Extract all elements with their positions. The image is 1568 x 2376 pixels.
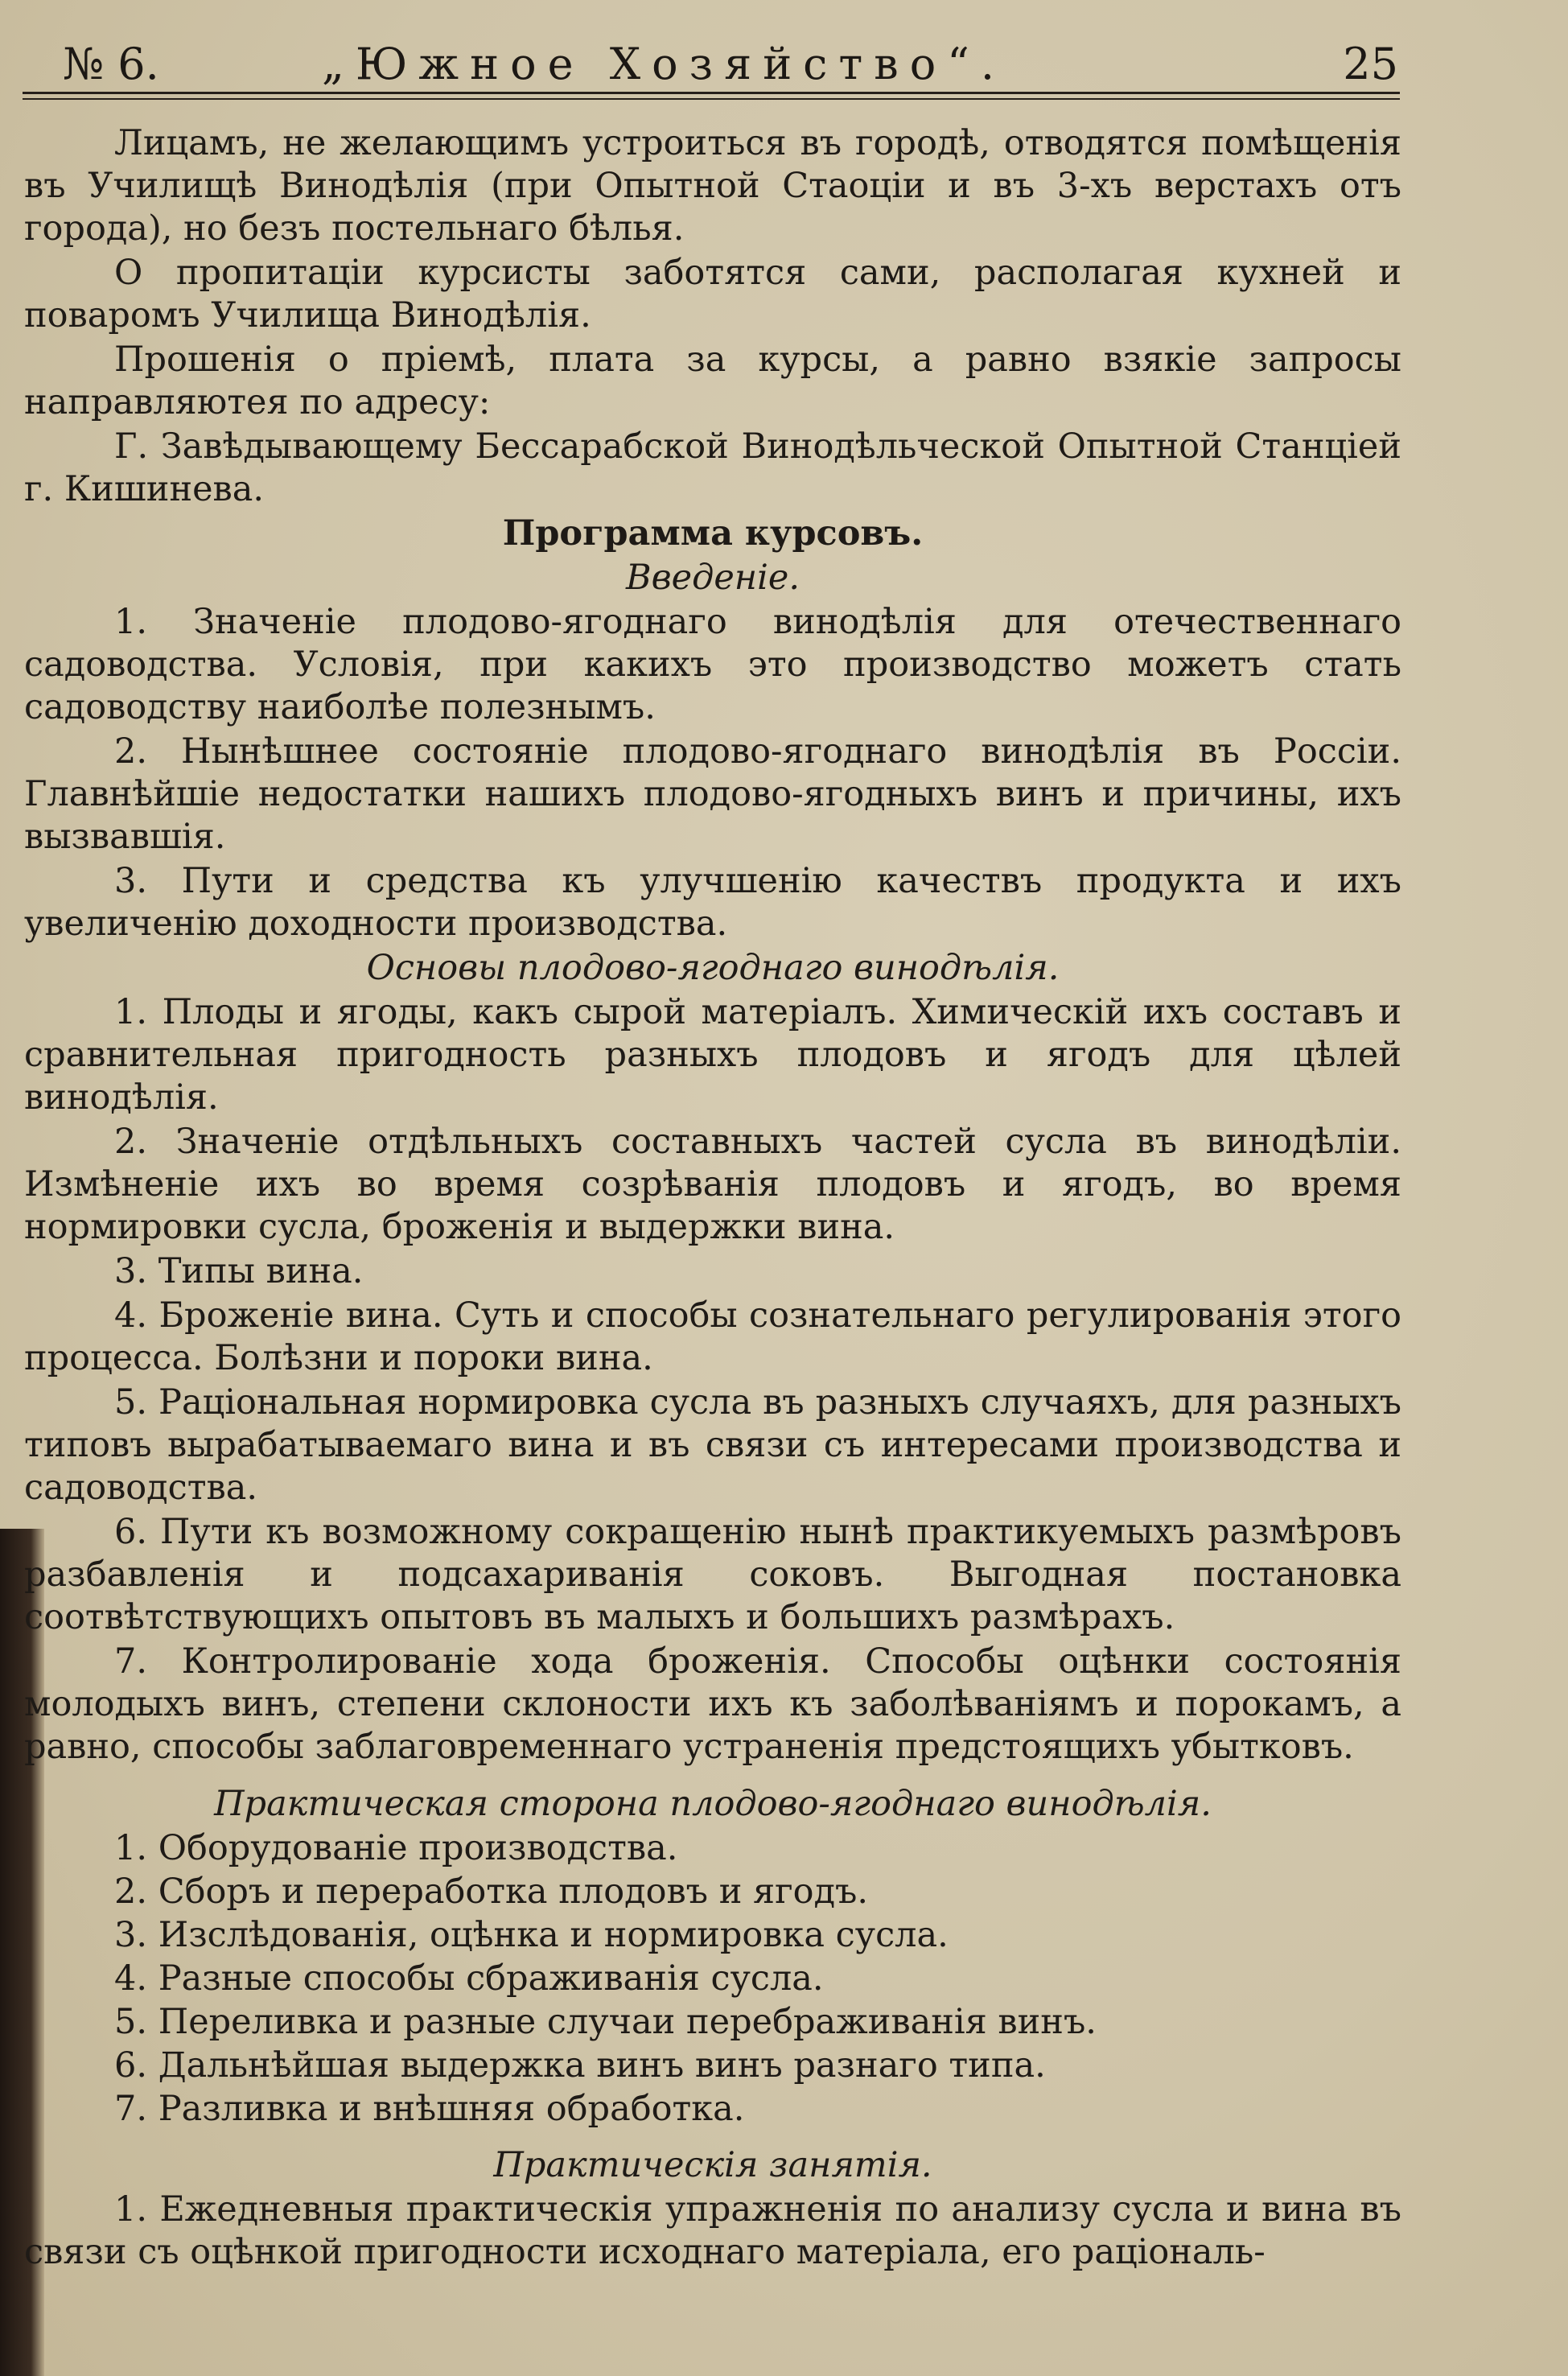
list-item: 6. Пути къ возможному сокращенію нынѣ практикуемыхъ размѣровъ разбавленія и подсахариванія соковъ. Выгодная постановка соотвѣтствующихъ опытовъ въ малыхъ и большихъ размѣрахъ.: [24, 1512, 1401, 1637]
list-item: 2. Значеніе отдѣльныхъ составныхъ частей сусла въ винодѣліи. Измѣненіе ихъ во время созрѣванія плодовъ и ягодъ, во время нормировки сусла, броженія и выдержки вина.: [24, 1122, 1401, 1247]
header-rule-bottom: [23, 98, 1400, 100]
running-header: [63, 39, 1398, 90]
list-item: 7. Контролированіе хода броженія. Способы оцѣнки состоянія молодыхъ винъ, степени склоности ихъ къ заболѣваніямъ и порокамъ, а равно, способы заблаговременнаго устраненія предстоящихъ убытковъ.: [24, 1641, 1401, 1767]
section-heading-introduction: Введеніе.: [626, 558, 800, 598]
page-number: 25: [1343, 39, 1398, 89]
practical-side-list: [24, 1827, 1401, 2131]
list-item: 3. Пути и средства къ улучшенію качествъ продукта и ихъ увеличенію доходности производства.: [24, 861, 1401, 944]
header-rule-top: [23, 92, 1400, 94]
journal-title: „Южное Хозяйство“.: [322, 39, 1006, 89]
list-item: 2. Нынѣшнее состояніе плодово-ягоднаго винодѣлія въ Россіи. Главнѣйшіе недостатки нашихъ плодово-ягодныхъ винъ и причины, ихъ вызвавшія.: [24, 731, 1401, 857]
program-heading: Программа курсовъ.: [502, 513, 924, 554]
paragraph-lodging: Лицамъ, не желающимъ устроиться въ городѣ, отводятся помѣщенія въ Училищѣ Винодѣлія (при Опытной Стаоціи и въ 3-хъ верстахъ отъ города), но безъ постельнаго бѣлья.: [24, 123, 1401, 249]
article-body: [24, 122, 1401, 2275]
list-item: 7. Разливка и внѣшняя обработка.: [114, 2089, 745, 2129]
list-item: 1. Плоды и ягоды, какъ сырой матеріалъ. Химическій ихъ составъ и сравнительная пригодность разныхъ плодовъ и ягодъ для цѣлей винодѣлія.: [24, 992, 1401, 1118]
paragraph-meals: О пропитаціи курсисты заботятся сами, располагая кухней и поваромъ Училища Винодѣлія.: [24, 253, 1401, 336]
list-item: 1. Оборудованіе производства.: [114, 1828, 678, 1868]
list-item: 1. Ежедневныя практическія упражненія по анализу сусла и вина въ связи съ оцѣнкой пригодности исходнаго матеріала, его раціональ-: [24, 2189, 1401, 2272]
paragraph-applications: Прошенія о пріемѣ, плата за курсы, а равно взякіе запросы направляютея по адресу:: [24, 340, 1401, 422]
list-item: 5. Раціональная нормировка сусла въ разныхъ случаяхъ, для разныхъ типовъ вырабатываемаго вина и въ связи съ интересами производства и садоводства.: [24, 1382, 1401, 1508]
section-heading-practical-side: Практическая сторона плодово-ягоднаго винодѣлія.: [214, 1784, 1212, 1824]
list-item: 3. Типы вина.: [114, 1251, 364, 1291]
list-item: 4. Разные способы сбраживанія сусла.: [114, 1958, 824, 1999]
list-item: 1. Значеніе плодово-ягоднаго винодѣлія для отечественнаго садоводства. Условія, при какихъ это производство можетъ стать садоводству наиболѣе полезнымъ.: [24, 602, 1401, 727]
list-item: 6. Дальнѣйшая выдержка винъ винъ разнаго типа.: [114, 2045, 1046, 2086]
section-heading-practical-lessons: Практическія занятія.: [493, 2145, 932, 2185]
section-heading-fundamentals: Основы плодово-ягоднаго винодѣлія.: [366, 948, 1060, 988]
list-item: 2. Сборъ и переработка плодовъ и ягодъ.: [114, 1872, 869, 1912]
list-item: 5. Переливка и разные случаи перебраживанія винъ.: [114, 2002, 1097, 2042]
list-item: 4. Броженіе вина. Суть и способы сознательнаго регулированія этого процесса. Болѣзни и пороки вина.: [24, 1295, 1401, 1378]
issue-number: № 6.: [63, 39, 159, 89]
paragraph-address: Г. Завѣдывающему Бессарабской Винодѣльческой Опытной Станціей г. Кишинева.: [24, 426, 1401, 509]
list-item: 3. Изслѣдованія, оцѣнка и нормировка сусла.: [114, 1915, 949, 1955]
